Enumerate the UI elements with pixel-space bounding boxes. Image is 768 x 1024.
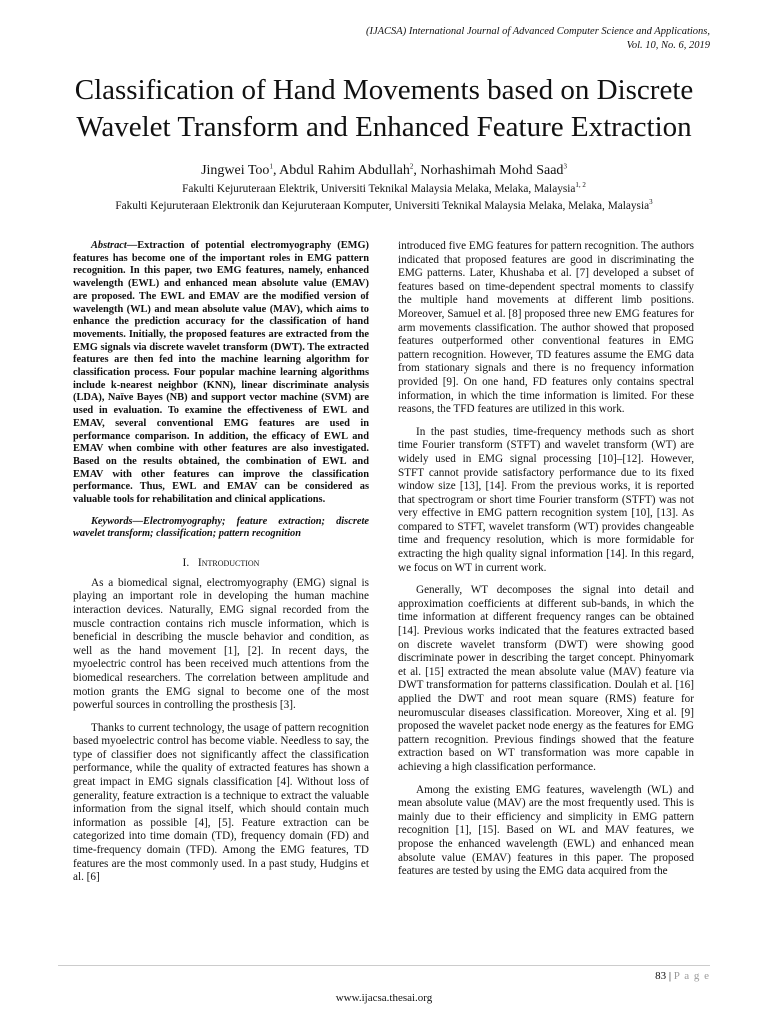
abstract (73, 240, 369, 507)
abstract-label: Abstract (91, 240, 127, 251)
affiliation-1-text: Fakulti Kejuruteraan Elektrik, Universiti Teknikal Malaysia Melaka, Melaka, Malaysia (182, 183, 576, 195)
body-paragraph: In the past studies, time-frequency methods such as short time Fourier transform (STFT) and wavelet transform (WT) are widely used in EMG signal processing [10]–[12]. However, STFT cannot provide satisfactory performance due to its fixed window size [13], [14]. From the previous works, it is reported that spectrogram or short time Fourier transform (STFT) was not very effective in EMG pattern recognition system [10], [13]. As compared to STFT, wavelet transform (WT) provides changeable time and frequency resolution, which is more formidable for extracting the high quality signal information [14]. In this regard, we focus on WT in current work. (398, 425, 694, 574)
keywords-label: Keywords (91, 515, 133, 527)
running-head-journal: (IJACSA) International Journal of Advanced Computer Science and Applications, (365, 26, 710, 37)
author-2-sup: 2 (409, 162, 414, 171)
section-heading-introduction (73, 557, 369, 571)
keywords (73, 516, 369, 541)
affiliation-1 (0, 182, 768, 197)
running-head (366, 25, 710, 53)
title-line-1: Classification of Hand Movements based on Discrete (74, 74, 694, 106)
affiliation-2-text: Fakulti Kejuruteraan Elektronik dan Kejuruteraan Komputer, Universiti Teknikal Malaysia Melaka, Melaka, Malaysia (115, 200, 650, 212)
journal-website[interactable]: www.ijacsa.thesai.org (335, 992, 433, 1004)
footer-divider (58, 965, 710, 966)
left-column (73, 240, 369, 894)
section-number: I. (182, 557, 190, 570)
body-paragraph: As a biomedical signal, electromyography (EMG) signal is playing an important role in developing the human machine interaction devices. Naturally, EMG signal recorded from the muscle contraction contains rich muscle information, which is beneficial in describing the muscle behavior and condition, as well as the hand movement [1], [2]. In recent days, the myoelectric control has been received much attentions from the biomedical researchers. The correlation between amplitude and motion grants the EMG signal to become one of the most powerful sources in controlling the prosthesis [3]. (73, 576, 369, 712)
page-number-value: 83 (655, 970, 667, 982)
affiliation-2 (0, 199, 768, 214)
page-label: P a g e (673, 970, 710, 982)
author-2: Abdul Rahim Abdullah (279, 163, 410, 178)
running-head-volume: Vol. 10, No. 6, 2019 (626, 40, 710, 51)
keywords-text: —Electromyography; feature extraction; discrete wavelet transform; classification; pattern recognition (73, 515, 369, 540)
title-line-2: Wavelet Transform and Enhanced Feature Extraction (76, 111, 692, 143)
author-list: Jingwei Too$^1$, Abdul Rahim Abdullah$^2$, Norhashimah Mohd Saad$^3$ (201, 162, 567, 178)
body-paragraph: Generally, WT decomposes the signal into detail and approximation coefficients at different sub-bands, in which the time information at different frequency ranges can be obtained [14]. Previous works indicated that the features extracted based on discrete wavelet transform (DWT) were showing good discriminate power in describing the target concept. Phinyomark et al. [15] extracted the mean absolute value (MAV) feature via DWT transformation for patterns classification. Doulah et al. [16] applied the DWT and root mean square (RMS) feature for neuromuscular diseases classification. Moreover, Xing et al. [9] proposed the wavelet packet node energy as the features for EMG pattern recognition. Previous findings showed that the feature extraction based on WT transformation was more capable in achieving a high classification performance. (398, 584, 694, 773)
author-3: Norhashimah Mohd Saad (420, 163, 564, 178)
affiliation-2-sup: 3 (649, 198, 653, 207)
author-3-sup: 3 (563, 162, 567, 171)
abstract-text: —Extraction of potential electromyography (EMG) features has become one of the important roles in EMG pattern recognition. In this paper, two EMG features, namely, enhanced wavelength (EWL) and enhanced mean absolute value (EMAV) are proposed. The EWL and EMAV are the modified version of wavelength (WL) and mean absolute value (MAV), which aims to enhance the prediction accuracy for the classification of hand movements. Initially, the proposed features are extracted from the EMG signals via discrete wavelet transform (DWT). The extracted features are then fed into the machine learning algorithm for classification process. Four popular machine learning algorithms include k-nearest neighbor (KNN), linear discriminate analysis (LDA), Naïve Bayes (NB) and support vector machine (SVM) are used in evaluation. To examine the effectiveness of EWL and EMAV, several conventional EMG features are used in performance comparison. In addition, the efficacy of EWL and EMAV when combine with other features are also investigated. Based on the results obtained, the combination of EWL and EMAV with other features can improve the classification performance. Thus, EWL and EMAV can be considered as valuable tools for rehabilitation and clinical applications. (73, 240, 369, 506)
author-1: Jingwei Too (201, 163, 270, 178)
page-separator: | (666, 970, 674, 982)
right-column (398, 240, 694, 888)
paper-title (30, 72, 738, 146)
page-number (655, 970, 710, 982)
body-paragraph: Among the existing EMG features, wavelength (WL) and mean absolute value (MAV) are the most frequently used. This is mainly due to their efficiency and simplicity in EMG pattern recognition [1], [15]. Based on WL and MAV features, we propose the enhanced wavelength (EWL) and enhanced mean absolute value (EMAV) features in this paper. The proposed features are tested by using the EMG data acquired from the (398, 783, 694, 878)
body-paragraph: introduced five EMG features for pattern recognition. The authors indicated that proposed features are good in discriminating the EMG patterns. Later, Khushaba et al. [7] developed a subset of features based on time-dependent spectral moments to classify the multiple hand movements at different limb positions. Moreover, Samuel et al. [8] proposed three new EMG features for arm movements classification. The author showed that proposed features outperformed other conventional features in EMG pattern recognition. However, TD features assume the EMG data from stationary signals and there is no frequency information provided [9]. On one hand, FD features only contains spectral information, in which the time information is limited. For these reasons, the TFD features are utilized in this work. (398, 240, 694, 416)
affiliation-1-sup: 1, 2 (575, 181, 586, 190)
body-paragraph: Thanks to current technology, the usage of pattern recognition based myoelectric control has become viable. Needless to say, the type of classifier does not significantly affect the classification performance, while the quality of extracted features has shown a great impact in EMG signals classification [4]. Without loss of generality, feature extraction is a technique to extract the valuable information from the signal itself, which should contain much information as possible [4], [5]. Feature extraction can be categorized into time domain (TD), frequency domain (FD) and time-frequency domain (TFD). Among the EMG features, TD features are the most commonly used. In a past study, Hudgins et al. [6] (73, 721, 369, 884)
author-1-sup: 1 (269, 162, 273, 171)
section-title: Introduction (197, 557, 260, 570)
